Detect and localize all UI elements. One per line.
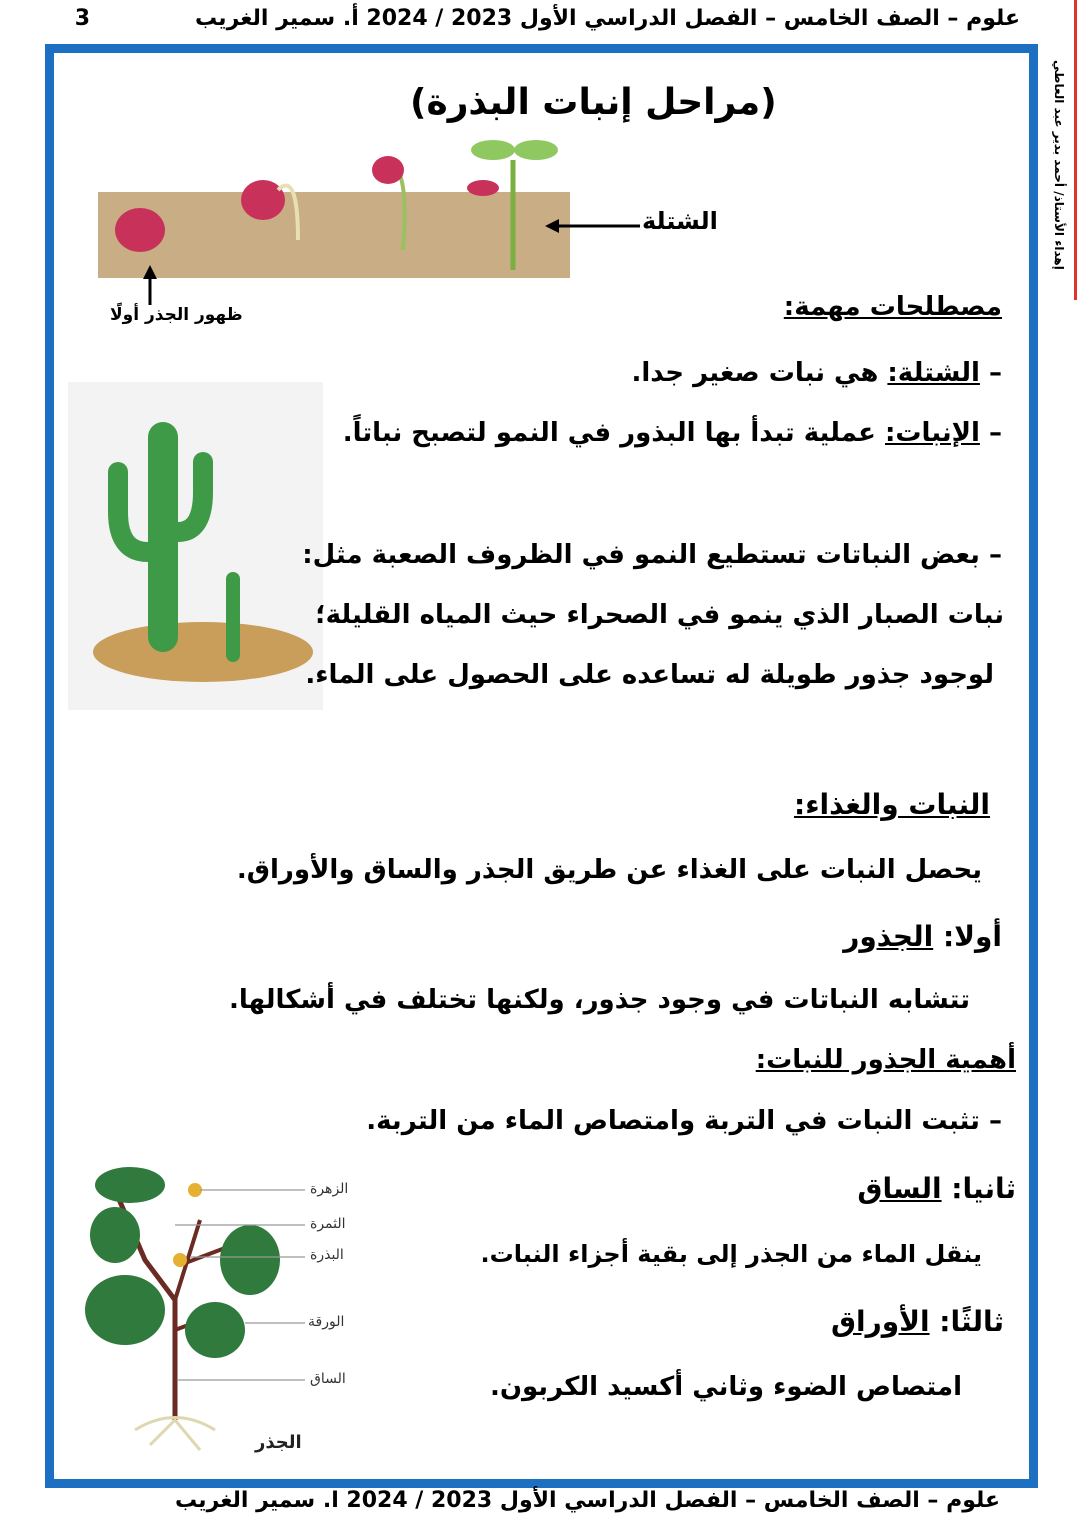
page-title: (مراحل إنبات البذرة)	[410, 82, 777, 123]
stem-heading	[857, 1172, 1016, 1205]
terms-heading: مصطلحات مهمة:	[783, 292, 1002, 322]
cactus-line-2: نبات الصبار الذي ينمو في الصحراء حيث المياه القليلة؛	[315, 600, 1004, 630]
leaves-title: الأوراق	[830, 1305, 930, 1338]
term-definition: عملية تبدأ بها البذور في النمو لتصبح نباتاً.	[342, 418, 885, 448]
roots-heading	[843, 920, 1002, 953]
page-number: 3	[74, 6, 90, 31]
label-root: الجذر	[255, 1432, 302, 1453]
term-name: الشتلة:	[887, 358, 980, 388]
cactus-image	[68, 382, 323, 710]
term-seedling: – الشتلة: هي نبات صغير جدا.	[631, 358, 1002, 388]
roots-prefix: أولا:	[933, 920, 1002, 953]
seedling-arrow	[545, 218, 640, 234]
label-seed: البذرة	[310, 1247, 344, 1263]
label-leaf: الورقة	[308, 1314, 345, 1330]
plant-diagram	[55, 1160, 305, 1460]
roots-importance-heading: أهمية الجذور للنبات:	[755, 1045, 1016, 1075]
label-stem: الساق	[310, 1371, 346, 1387]
cactus-line-3: لوجود جذور طويلة له تساعده على الحصول على الماء.	[305, 660, 994, 690]
label-fruit: الثمرة	[310, 1216, 346, 1232]
cactus-line-1: – بعض النباتات تستطيع النمو في الظروف الصعبة مثل:	[302, 540, 1002, 570]
page-header: علوم – الصف الخامس – الفصل الدراسي الأول 2023 / 2024 أ. سمير الغريب	[195, 6, 1020, 31]
label-flower: الزهرة	[310, 1181, 349, 1197]
credit-text: إهداء الأستاذ/ أحمد بدير عبد العاطي	[1052, 60, 1066, 270]
root-arrow	[142, 265, 158, 305]
stem-prefix: ثانيا:	[941, 1172, 1016, 1205]
plant-food-text: يحصل النبات على الغذاء عن طريق الجذر والساق والأوراق.	[236, 855, 982, 885]
roots-title: الجذور	[843, 920, 934, 953]
stem-text: ينقل الماء من الجذر إلى بقية أجزاء النبات.	[480, 1240, 982, 1268]
leaves-text: امتصاص الضوء وثاني أكسيد الكربون.	[489, 1372, 962, 1402]
roots-importance-text: – تثبت النبات في التربة وامتصاص الماء من التربة.	[366, 1106, 1002, 1136]
sidebar-line	[1074, 0, 1077, 300]
term-name: الإنبات:	[885, 418, 980, 448]
stem-title: الساق	[857, 1172, 942, 1205]
leaves-heading	[831, 1305, 1004, 1338]
germination-illustration	[98, 130, 570, 278]
leaves-prefix: ثالثًا:	[929, 1305, 1004, 1338]
plant-food-heading: النبات والغذاء:	[794, 788, 990, 821]
page-footer: علوم – الصف الخامس – الفصل الدراسي الأول 2023 / 2024 ا. سمير الغريب	[175, 1488, 1000, 1513]
term-germination: – الإنبات: عملية تبدأ بها البذور في النمو لتصبح نباتاً.	[342, 418, 1002, 448]
term-definition: هي نبات صغير جدا.	[631, 358, 888, 388]
root-label: ظهور الجذر أولًا	[110, 305, 243, 325]
seedling-label: الشتلة	[642, 207, 718, 235]
roots-text: تتشابه النباتات في وجود جذور، ولكنها تختلف في أشكالها.	[228, 985, 970, 1015]
